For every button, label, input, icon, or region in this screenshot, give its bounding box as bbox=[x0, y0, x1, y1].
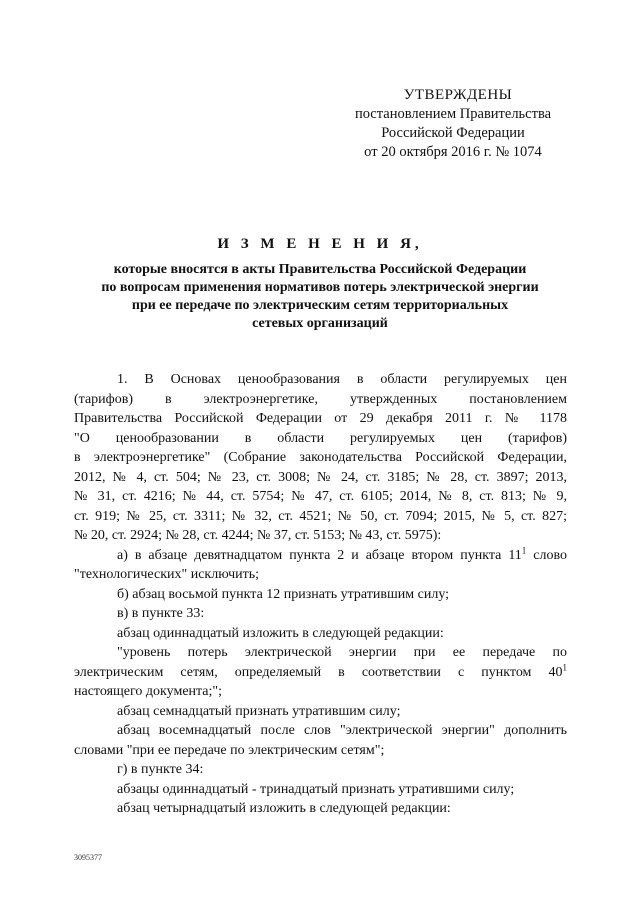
quote1-text: электрическим сетям, определяемый в соответствии с пунктом 40 bbox=[74, 664, 563, 680]
quote1-superscript: 1 bbox=[562, 661, 567, 672]
quote1-line-2 bbox=[74, 663, 567, 683]
approval-block bbox=[338, 86, 568, 162]
quote1-line-3: настоящего документа;"; bbox=[74, 684, 223, 699]
item-v-para-2: абзац семнадцатый признать утратившим силу; bbox=[117, 703, 401, 719]
item-v-para-1: абзац одиннадцатый изложить в следующей редакции: bbox=[117, 625, 444, 641]
para1-line-5: в электроэнергетике" (Собрание законодательства Российской Федерации, bbox=[74, 450, 567, 465]
approval-line-3: от 20 октября 2016 г. № 1074 bbox=[364, 144, 542, 160]
para1-line-9: № 20, ст. 2924; № 28, ст. 4244; № 37, ст. 5153; № 43, ст. 5975): bbox=[74, 528, 442, 543]
item-a-text-end: слово bbox=[526, 547, 567, 563]
subtitle-line-4: сетевых организаций bbox=[252, 316, 388, 331]
document-subtitle bbox=[70, 261, 570, 333]
approval-heading: УТВЕРЖДЕНЫ bbox=[403, 87, 513, 103]
para1-line-6: 2012, № 4, ст. 504; № 23, ст. 3008; № 24, ст. 3185; № 28, ст. 3897; 2013, bbox=[74, 469, 567, 485]
para1-line-8: ст. 919; № 25, ст. 3311; № 32, ст. 4521; № 50, ст. 7094; 2015, № 5, ст. 827; bbox=[74, 508, 567, 524]
item-a-line-1 bbox=[74, 546, 567, 566]
item-b: б) абзац восьмой пункта 12 признать утратившим силу; bbox=[117, 586, 450, 602]
item-g-para-1: абзацы одиннадцатый - тринадцатый признать утратившими силу; bbox=[117, 781, 515, 797]
item-g-para-2: абзац четырнадцатый изложить в следующей редакции: bbox=[117, 801, 451, 816]
para1-line-3: Правительства Российской Федерации от 29 декабря 2011 г. № 1178 bbox=[74, 411, 567, 426]
approval-line-2: Российской Федерации bbox=[381, 125, 525, 141]
item-g: г) в пункте 34: bbox=[117, 762, 204, 777]
item-a-superscript: 1 bbox=[521, 544, 527, 555]
subtitle-line-3: при ее передаче по электрическим сетям территориальных bbox=[131, 298, 509, 313]
quote1-line-1: "уровень потерь электрической энергии при ее передаче по bbox=[117, 645, 567, 660]
approval-line-1: постановлением Правительства bbox=[354, 106, 552, 122]
para1-line-7: № 31, ст. 4216; № 44, ст. 5754; № 47, ст. 6105; 2014, № 8, ст. 813; № 9, bbox=[74, 489, 567, 504]
subtitle-line-2: по вопросам применения нормативов потерь электрической энергии bbox=[101, 280, 539, 295]
para1-line-1: 1. В Основах ценообразования в области регулируемых цен bbox=[117, 372, 567, 387]
para1-line-4: "О ценообразовании в области регулируемых цен (тарифов) bbox=[74, 430, 567, 446]
document-title: И З М Е Н Е Н И Я, bbox=[217, 236, 423, 252]
item-v: в) в пункте 33: bbox=[117, 606, 205, 621]
para1-line-2: (тарифов) в электроэнергетике, утвержденных постановлением bbox=[74, 391, 567, 407]
subtitle-line-1: которые вносятся в акты Правительства Российской Федерации bbox=[113, 262, 527, 277]
item-a-line-2: "технологических" исключить; bbox=[74, 567, 260, 582]
item-a-text: а) в абзаце девятнадцатом пункта 2 и абзаце втором пункта 11 bbox=[117, 547, 522, 563]
document-code: 3095377 bbox=[74, 853, 102, 862]
document-body bbox=[74, 370, 567, 819]
item-v-para-3-line-2: словами "при ее передаче по электрическим сетям"; bbox=[74, 742, 385, 758]
item-v-para-3-line-1: абзац восемнадцатый после слов "электрической энергии" дополнить bbox=[117, 723, 567, 738]
